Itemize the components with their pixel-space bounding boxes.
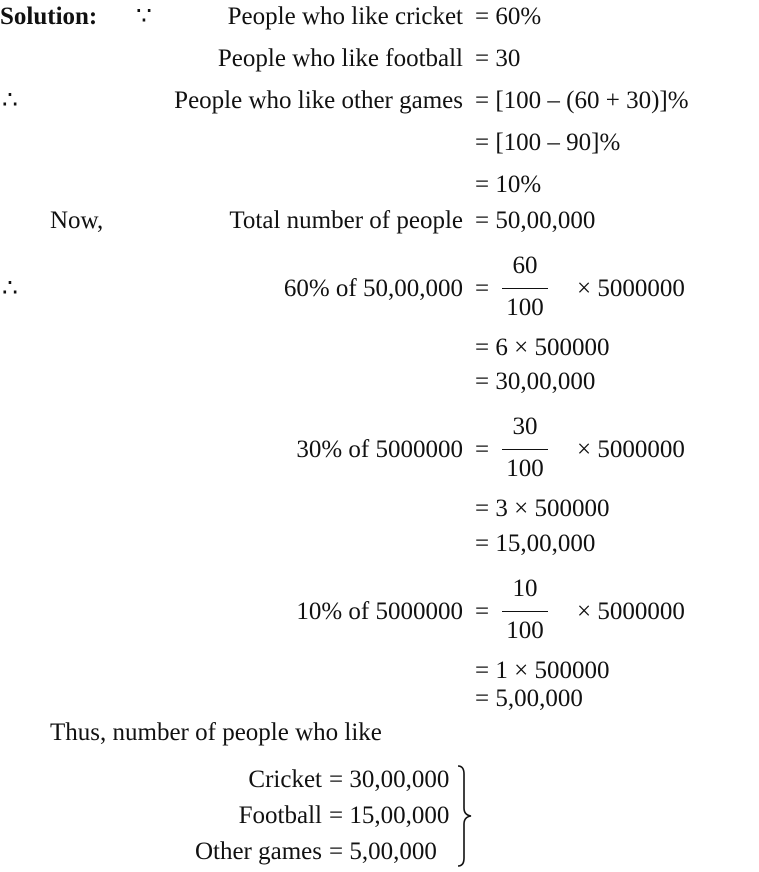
football-percent-label: People who like football xyxy=(217,45,463,72)
calc-60-step-2: = 6 × 500000 xyxy=(475,334,610,361)
cricket-percent-value: = 60% xyxy=(475,3,542,30)
calc-30-result: = 15,00,000 xyxy=(475,530,596,557)
total-people-label: Total number of people xyxy=(229,207,463,234)
result-other-games-value: = 5,00,000 xyxy=(329,838,437,865)
result-cricket-value: = 30,00,000 xyxy=(329,766,450,793)
total-people-value: = 50,00,000 xyxy=(475,207,596,234)
calc-30-label: 30% of 5000000 xyxy=(296,436,463,463)
now-label: Now, xyxy=(50,207,104,234)
calc-10-multiplier: × 5000000 xyxy=(577,598,685,625)
calc-10-label: 10% of 5000000 xyxy=(296,598,463,625)
other-games-percent-label: People who like other games xyxy=(174,87,463,114)
calc-30-denominator: 100 xyxy=(506,455,544,482)
calc-60-result: = 30,00,000 xyxy=(475,368,596,395)
football-percent-value: = 30 xyxy=(475,45,521,72)
other-games-step-3: = 10% xyxy=(475,171,542,198)
solution-label: Solution: xyxy=(0,3,98,30)
calc-10-equals: = xyxy=(475,598,490,625)
calc-30-multiplier: × 5000000 xyxy=(577,436,685,463)
therefore-symbol: ∴ xyxy=(2,87,18,114)
calc-30-step-2: = 3 × 500000 xyxy=(475,495,610,522)
calc-60-denominator: 100 xyxy=(506,294,544,321)
right-brace-icon xyxy=(455,764,475,868)
calc-30-numerator: 30 xyxy=(512,413,538,440)
calc-10-result: = 5,00,000 xyxy=(475,685,583,712)
calc-60-multiplier: × 5000000 xyxy=(577,275,685,302)
calc-10-numerator: 10 xyxy=(512,575,538,602)
fraction-bar xyxy=(502,288,548,289)
cricket-percent-label: People who like cricket xyxy=(227,3,463,30)
therefore-symbol-2: ∴ xyxy=(2,275,18,302)
calc-60-numerator: 60 xyxy=(512,252,538,279)
calc-10-denominator: 100 xyxy=(506,617,544,644)
calc-30-equals: = xyxy=(475,436,490,463)
calc-10-step-2: = 1 × 500000 xyxy=(475,657,610,684)
result-other-games-label: Other games xyxy=(194,838,322,865)
result-football-label: Football xyxy=(238,802,322,829)
fraction-bar xyxy=(502,611,548,612)
result-cricket-label: Cricket xyxy=(248,766,322,793)
because-symbol: ∵ xyxy=(136,3,152,30)
result-football-value: = 15,00,000 xyxy=(329,802,450,829)
calc-60-equals: = xyxy=(475,275,490,302)
other-games-percent-expression: = [100 – (60 + 30)]% xyxy=(475,87,689,114)
conclusion-text: Thus, number of people who like xyxy=(50,719,382,746)
fraction-bar xyxy=(502,449,548,450)
other-games-step-2: = [100 – 90]% xyxy=(475,129,621,156)
calc-60-label: 60% of 50,00,000 xyxy=(283,275,463,302)
